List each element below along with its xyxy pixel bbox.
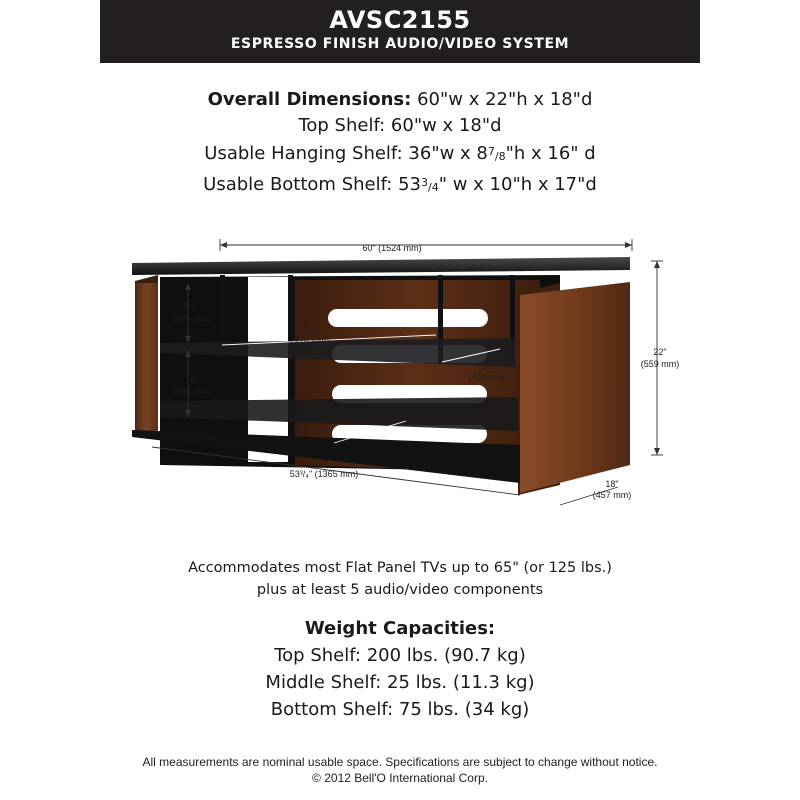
total-depth-in: 18" bbox=[605, 479, 619, 489]
weight-capacities bbox=[0, 615, 800, 723]
weight-capacities-title: Weight Capacities: bbox=[304, 618, 496, 639]
accommodates-block bbox=[0, 557, 800, 601]
overall-dimensions-label: Overall Dimensions: bbox=[207, 89, 412, 110]
bottom-shelf-text: Usable Bottom Shelf: 53 bbox=[203, 174, 421, 195]
hanging-depth-mm: (406 mm) bbox=[468, 372, 508, 382]
total-height-in: 22" bbox=[653, 347, 667, 357]
footer bbox=[0, 754, 800, 786]
top-shelf-dimensions: Top Shelf: 60"w x 18"d bbox=[298, 115, 502, 136]
bottom-depth-in: 17" bbox=[305, 415, 319, 425]
overall-dimensions bbox=[0, 87, 800, 113]
hanging-shelf-text-end: "h x 16" d bbox=[505, 143, 596, 164]
bottom-shelf-frac-den: /4 bbox=[428, 181, 439, 194]
product-subtitle: ESPRESSO FINISH AUDIO/VIDEO SYSTEM bbox=[230, 36, 570, 52]
bottom-height-in: 10" bbox=[185, 375, 199, 385]
top-shelf-weight: Top Shelf: 200 lbs. (90.7 kg) bbox=[274, 645, 526, 666]
copyright: © 2012 Bell'O International Corp. bbox=[312, 771, 488, 785]
hanging-height-in: 8⁷/₈" bbox=[183, 301, 201, 311]
right-wood-panel bbox=[520, 282, 630, 493]
hanging-shelf-dimensions bbox=[0, 139, 800, 170]
bottom-width-label: 53³/₄" (1365 mm) bbox=[289, 469, 359, 479]
model-number: AVSC2155 bbox=[329, 6, 471, 34]
accommodates-line-1: Accommodates most Flat Panel TVs up to 65" (or 125 lbs.) bbox=[188, 560, 612, 576]
top-glass-shelf bbox=[132, 257, 630, 275]
top-width-label: 60" (1524 mm) bbox=[362, 243, 422, 253]
av-stand-illustration bbox=[120, 225, 700, 520]
hanging-shelf-text: Usable Hanging Shelf: 36"w x 8 bbox=[204, 143, 488, 164]
bottom-height-mm: (254 mm) bbox=[172, 386, 212, 396]
bottom-shelf-weight: Bottom Shelf: 75 lbs. (34 kg) bbox=[270, 699, 530, 720]
hanging-width-mm: (914 mm) bbox=[290, 336, 330, 346]
hanging-depth-in: 16" bbox=[481, 361, 495, 371]
product-diagram bbox=[120, 225, 700, 520]
dimensions-block bbox=[0, 87, 800, 201]
slot bbox=[328, 309, 488, 327]
bottom-depth-mm: (432 mm) bbox=[292, 426, 332, 436]
middle-shelf-weight: Middle Shelf: 25 lbs. (11.3 kg) bbox=[265, 672, 535, 693]
hanging-shelf-frac-den: /8 bbox=[494, 150, 506, 163]
left-wood-panel bbox=[135, 283, 158, 433]
disclaimer: All measurements are nominal usable space. Specifications are subject to change without notice. bbox=[142, 755, 658, 769]
hanging-width-in: 36" bbox=[303, 325, 317, 335]
hanging-height-mm: (225 mm) bbox=[172, 314, 212, 324]
overall-dimensions-value: 60"w x 22"h x 18"d bbox=[417, 89, 593, 110]
total-depth-mm: (457 mm) bbox=[592, 490, 632, 500]
hanging-shelf-frac-num: 7 bbox=[487, 145, 495, 158]
total-height-mm: (559 mm) bbox=[640, 359, 680, 369]
bottom-shelf-dimensions bbox=[0, 170, 800, 201]
accommodates-line-2: plus at least 5 audio/video components bbox=[256, 582, 544, 598]
bottom-shelf-text-end: " w x 10"h x 17"d bbox=[438, 174, 597, 195]
bottom-shelf-frac-num: 3 bbox=[421, 176, 428, 189]
header-banner bbox=[100, 0, 700, 63]
opening bbox=[248, 277, 288, 462]
